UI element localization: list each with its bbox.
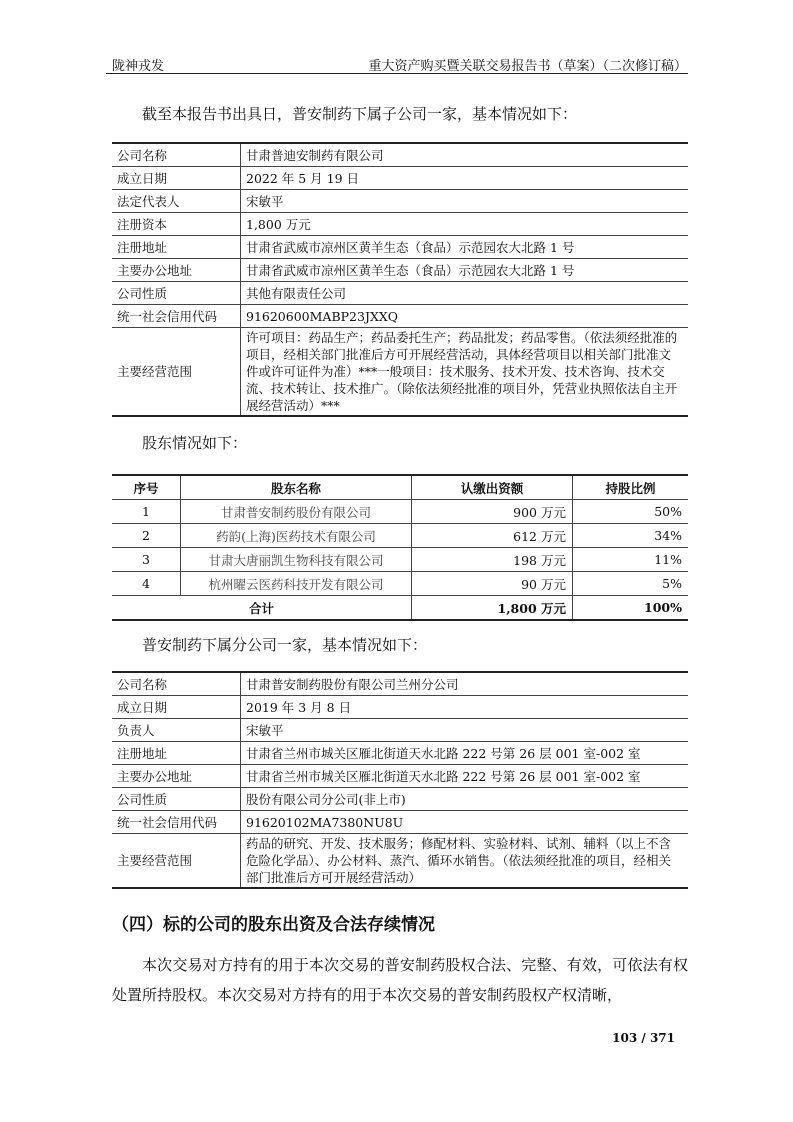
field-label: 公司名称 [112,143,241,167]
field-label: 主要经营范围 [112,834,241,889]
row-index: 1 [112,500,181,524]
field-label: 主要办公地址 [112,259,241,282]
table-row [112,213,688,236]
field-value: 91620600MABP23JXXQ [241,305,689,328]
row-index: 4 [112,572,181,596]
holding-ratio: 5% [573,572,689,596]
table-row [112,788,688,811]
table-header-row [112,475,688,500]
field-value: 药品的研究、开发、技术服务；修配材料、实验材料、试剂、辅料（以上不含危险化学品）、办公材料、蒸汽、循环水销售。（依法须经批准的项目，经相关部门批准后方可开展经营活动） [241,834,689,889]
subsidiary-table [112,142,688,417]
holding-ratio: 50% [573,500,689,524]
table-row [112,328,688,417]
field-label: 成立日期 [112,167,241,190]
table-row [112,500,688,524]
intro-branch: 普安制药下属分公司一家，基本情况如下： [142,636,428,654]
header-left: 陇神戎发 [112,59,165,74]
field-label: 统一社会信用代码 [112,305,241,328]
section-title: （四）标的公司的股东出资及合法存续情况 [112,915,435,935]
field-label: 公司名称 [112,672,241,696]
table-row [112,236,688,259]
field-value: 宋敏平 [241,719,689,742]
field-label: 注册地址 [112,742,241,765]
total-row [112,596,688,621]
table-row [112,742,688,765]
table-row [112,305,688,328]
subscribed-amount: 198 万元 [412,548,573,572]
col-header: 股东名称 [181,475,412,500]
row-index: 2 [112,524,181,548]
table-row [112,719,688,742]
field-value: 甘肃普迪安制药有限公司 [241,143,689,167]
holding-ratio: 34% [573,524,689,548]
subscribed-amount: 612 万元 [412,524,573,548]
field-label: 成立日期 [112,696,241,719]
field-value: 其他有限责任公司 [241,282,689,305]
table-row [112,259,688,282]
table-row [112,765,688,788]
field-label: 主要办公地址 [112,765,241,788]
field-value: 甘肃普安制药股份有限公司兰州分公司 [241,672,689,696]
field-value: 宋敏平 [241,190,689,213]
branch-table [112,671,688,889]
field-value: 甘肃省兰州市城关区雁北街道天水北路 222 号第 26 层 001 室-002 室 [241,765,689,788]
intro-subsidiary: 截至本报告书出具日，普安制药下属子公司一家，基本情况如下： [142,105,578,123]
table-row [112,143,688,167]
table-row [112,672,688,696]
subscribed-amount: 900 万元 [412,500,573,524]
table-row [112,548,688,572]
field-value: 2019 年 3 月 8 日 [241,696,689,719]
shareholder-name: 甘肃大唐丽凯生物科技有限公司 [181,548,412,572]
field-value: 甘肃省兰州市城关区雁北街道天水北路 222 号第 26 层 001 室-002 室 [241,742,689,765]
shareholder-name: 杭州曜云医药科技开发有限公司 [181,572,412,596]
field-label: 注册地址 [112,236,241,259]
field-value: 2022 年 5 月 19 日 [241,167,689,190]
total-ratio: 100% [573,596,689,621]
field-label: 负责人 [112,719,241,742]
field-value: 甘肃省武威市凉州区黄羊生态（食品）示范园农大北路 1 号 [241,236,689,259]
body-paragraph: 本次交易对方持有的用于本次交易的普安制药股权合法、完整、有效，可依法有权处置所持股权。本次交易对方持有的用于本次交易的普安制药股权产权清晰， [112,956,688,1004]
table-row [112,524,688,548]
field-label: 统一社会信用代码 [112,811,241,834]
table-row [112,282,688,305]
table-row [112,190,688,213]
total-label: 合计 [112,596,412,621]
shareholder-name: 药韵(上海)医药技术有限公司 [181,524,412,548]
table-row [112,811,688,834]
table-row [112,167,688,190]
field-value: 许可项目：药品生产；药品委托生产；药品批发；药品零售。（依法须经批准的项目，经相关部门批准后方可开展经营活动，具体经营项目以相关部门批准文件或许可证件为准）***一般项目：技术服务、技术开发、技术咨询、技术交流、技术转让、技术推广。（除依法须经批准的项目外，凭营业执照依法自主开展经营活动）*** [241,328,689,417]
shareholder-name: 甘肃普安制药股份有限公司 [181,500,412,524]
subscribed-amount: 90 万元 [412,572,573,596]
field-value: 甘肃省武威市凉州区黄羊生态（食品）示范园农大北路 1 号 [241,259,689,282]
col-header: 序号 [112,475,181,500]
field-label: 法定代表人 [112,190,241,213]
holding-ratio: 11% [573,548,689,572]
col-header: 持股比例 [573,475,689,500]
field-label: 公司性质 [112,282,241,305]
field-value: 1,800 万元 [241,213,689,236]
field-label: 公司性质 [112,788,241,811]
table-row [112,696,688,719]
table-row [112,834,688,889]
total-amount: 1,800 万元 [412,596,573,621]
page-number: 103 / 371 [612,1031,675,1045]
field-value: 股份有限公司分公司(非上市) [241,788,689,811]
col-header: 认缴出资额 [412,475,573,500]
field-label: 注册资本 [112,213,241,236]
header-divider [106,73,688,74]
intro-shareholders: 股东情况如下： [142,434,248,452]
shareholder-table [112,474,688,621]
header-right: 重大资产购买暨关联交易报告书（草案）（二次修订稿） [368,59,687,74]
field-value: 91620102MA7380NU8U [241,811,689,834]
table-row [112,572,688,596]
field-label: 主要经营范围 [112,328,241,417]
row-index: 3 [112,548,181,572]
